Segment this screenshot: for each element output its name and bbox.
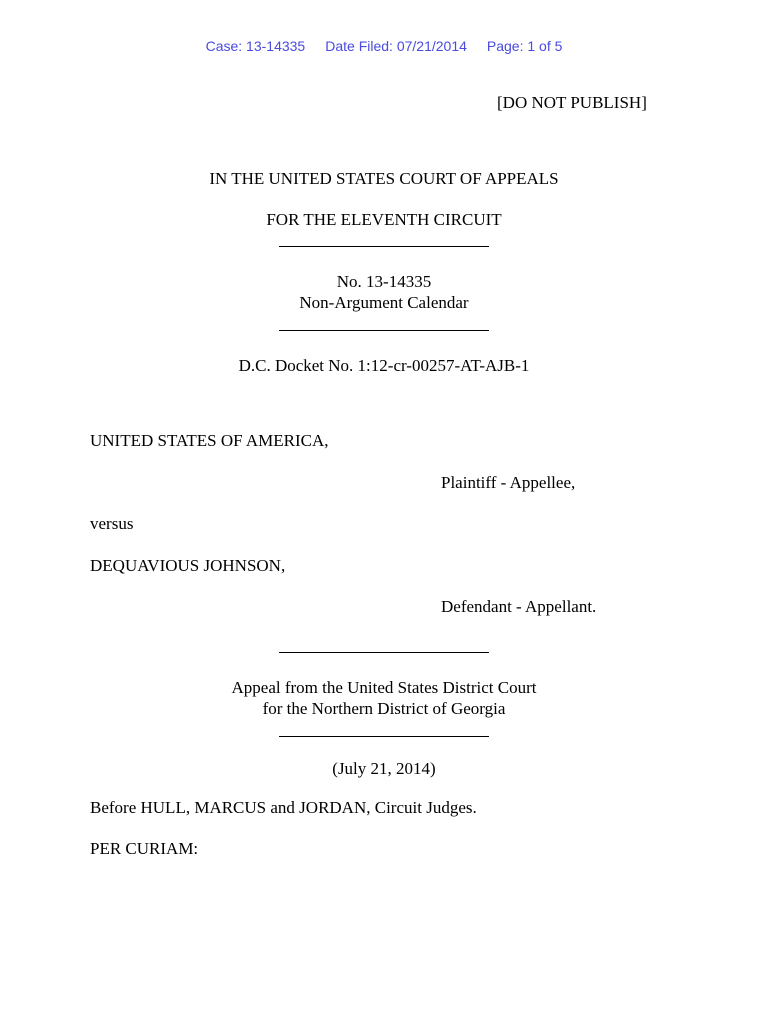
appeal-line-2: for the Northern District of Georgia [262, 699, 506, 718]
plaintiff-role: Plaintiff - Appellee, [441, 473, 576, 492]
divider-rule [279, 736, 489, 737]
case-number: No. 13-14335 [336, 272, 432, 291]
divider-rule [279, 652, 489, 653]
versus-label: versus [90, 514, 134, 533]
court-name: IN THE UNITED STATES COURT OF APPEALS [209, 169, 559, 188]
per-curiam-label: PER CURIAM: [90, 839, 199, 858]
divider-rule [279, 246, 489, 247]
publish-note: [DO NOT PUBLISH] [497, 93, 647, 112]
defendant-role: Defendant - Appellant. [441, 597, 597, 616]
date-filed-header: Date Filed: 07/21/2014 [325, 38, 467, 54]
judges-line: Before HULL, MARCUS and JORDAN, Circuit Judges. [90, 798, 477, 817]
case-number-header: Case: 13-14335 [205, 38, 306, 54]
appeal-line-1: Appeal from the United States District Court [231, 678, 537, 697]
defendant-name: DEQUAVIOUS JOHNSON, [90, 556, 286, 575]
plaintiff-name: UNITED STATES OF AMERICA, [90, 431, 329, 450]
docket-number: D.C. Docket No. 1:12-cr-00257-AT-AJB-1 [238, 356, 530, 375]
circuit-name: FOR THE ELEVENTH CIRCUIT [266, 210, 502, 229]
divider-rule [279, 330, 489, 331]
decision-date: (July 21, 2014) [332, 759, 436, 778]
page-indicator: Page: 1 of 5 [486, 38, 563, 54]
calendar-type: Non-Argument Calendar [299, 293, 469, 312]
document-header [0, 38, 768, 54]
